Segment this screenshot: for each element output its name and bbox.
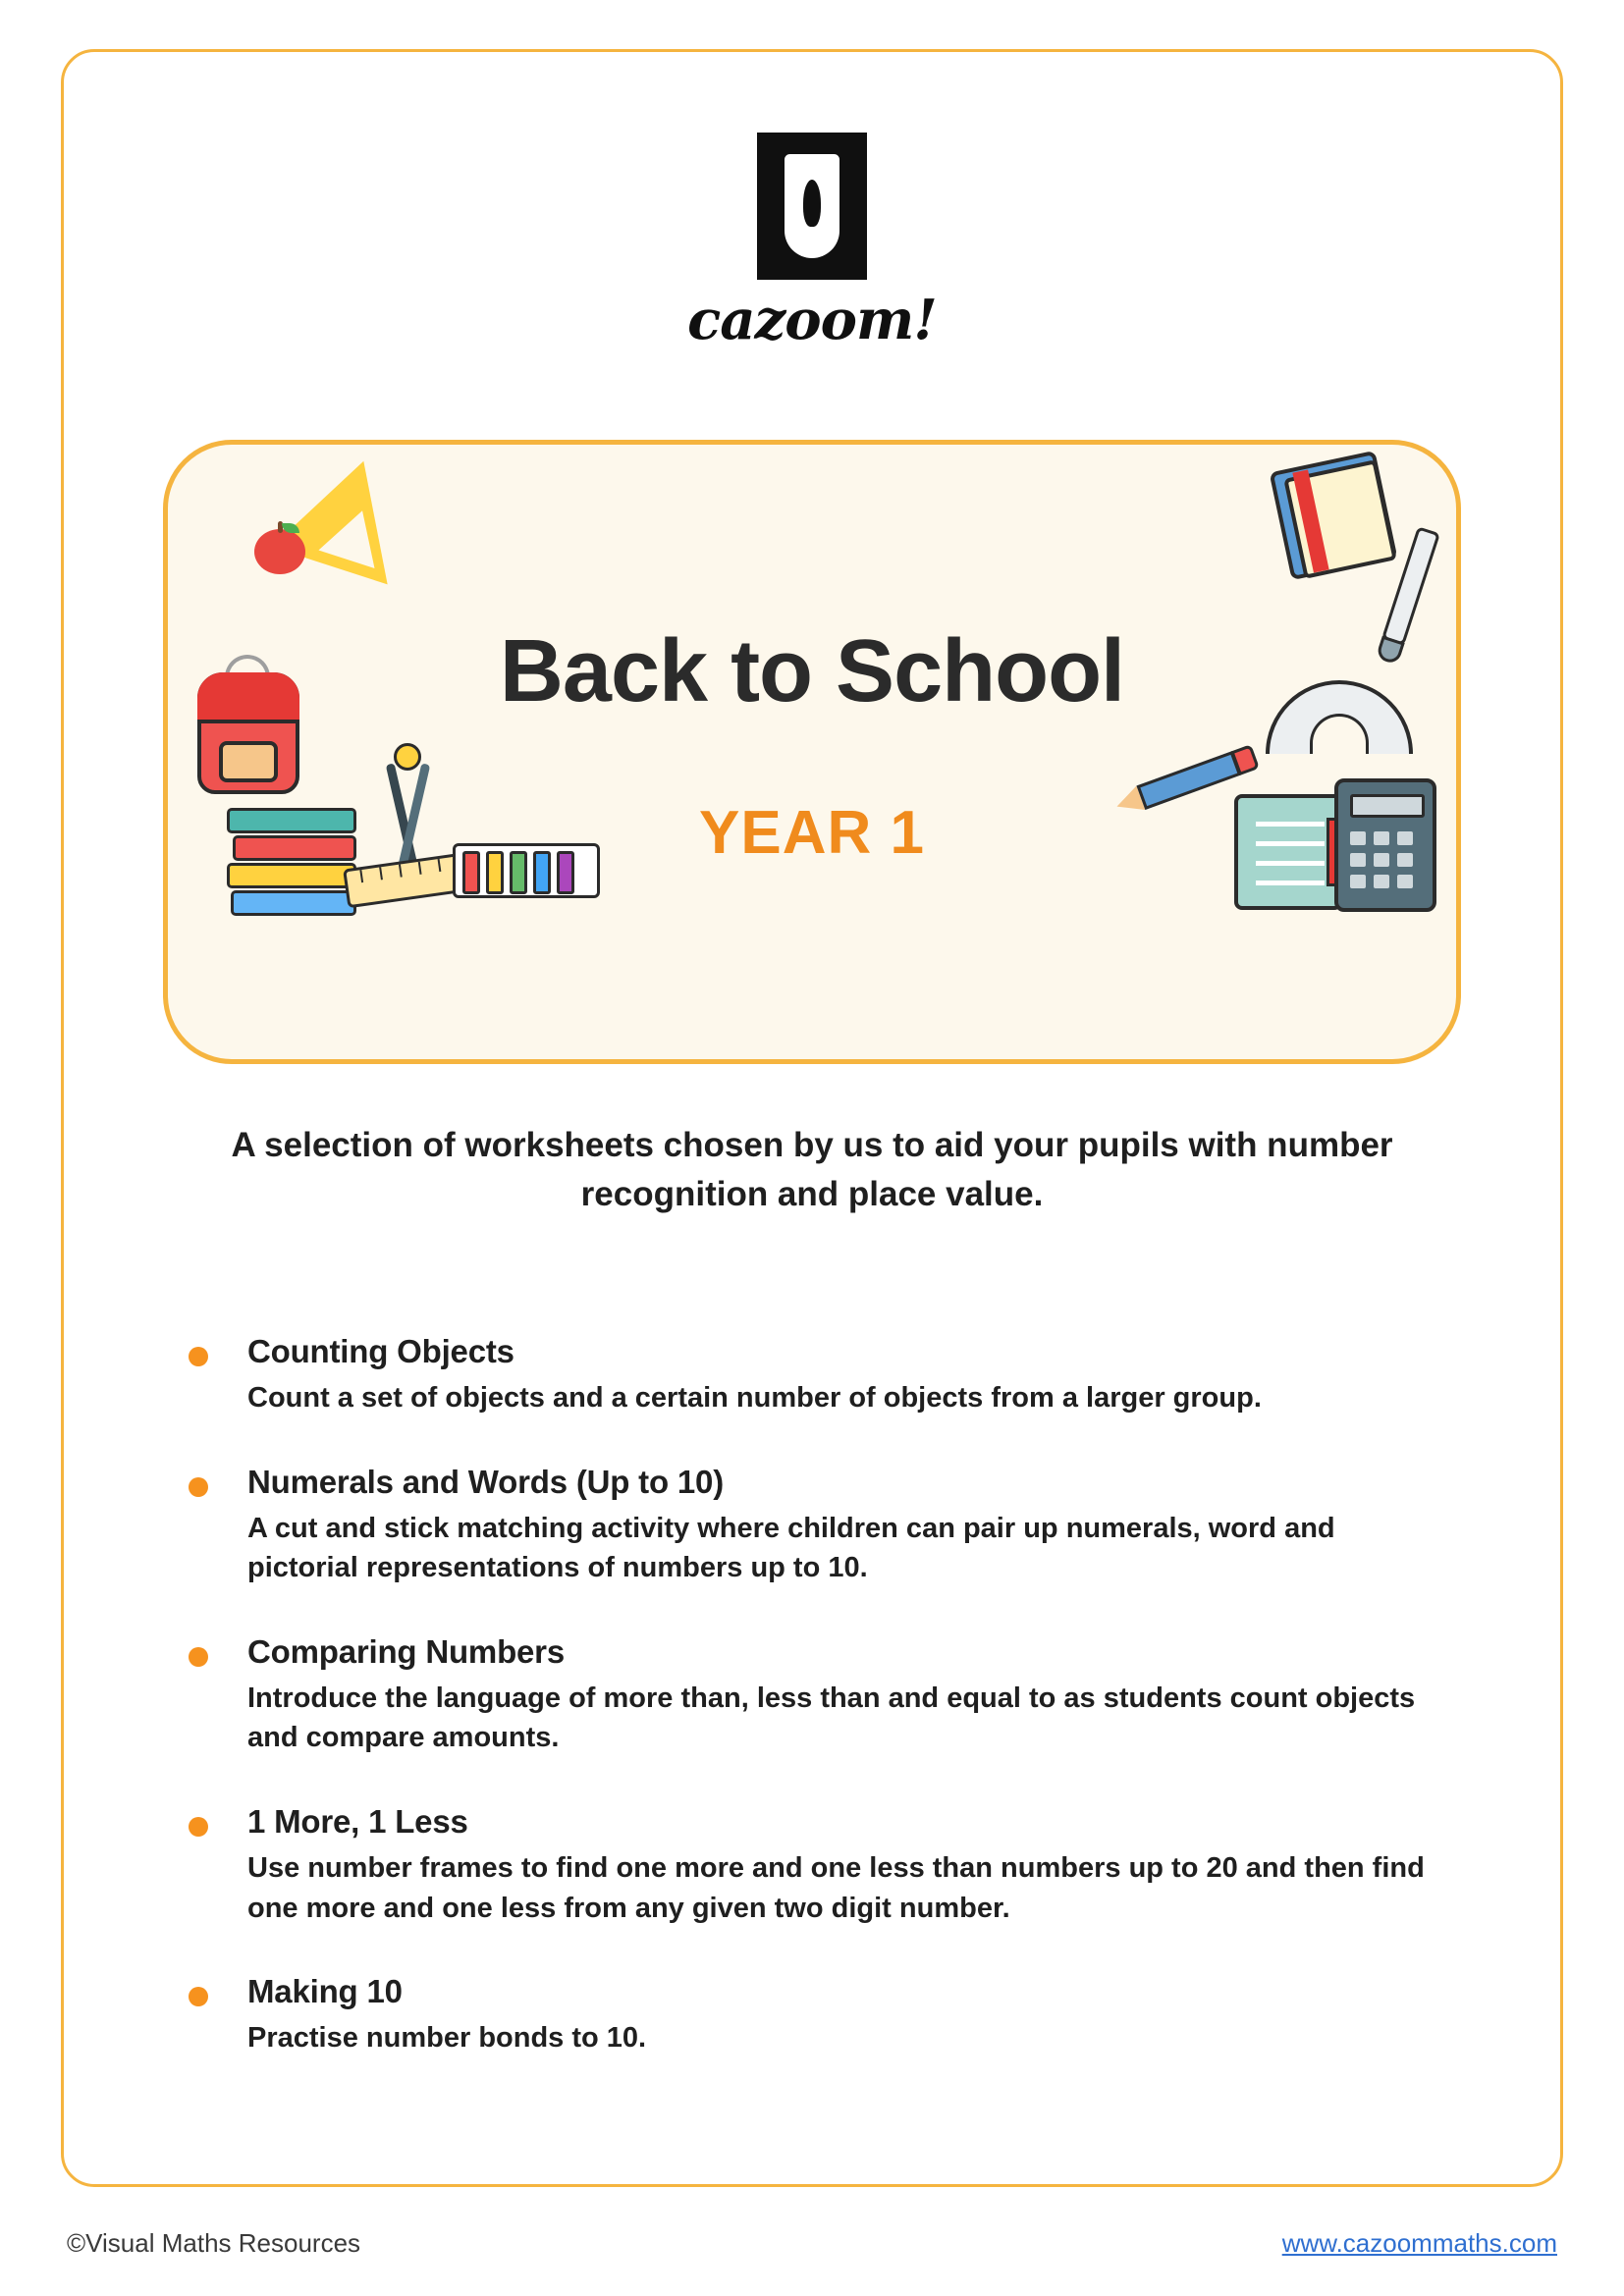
topic-description: Practise number bonds to 10. [247, 2022, 647, 2055]
topic-title: Comparing Numbers [247, 1632, 565, 1670]
bullet-icon [189, 1477, 208, 1497]
list-item [183, 1333, 1430, 1418]
list-item [183, 1973, 1430, 2058]
bullet-icon [189, 1817, 208, 1837]
list-item [183, 1803, 1430, 1928]
page-subtitle: YEAR 1 [699, 799, 925, 867]
intro-paragraph: A selection of worksheets chosen by us to aid your pupils with number recognition and place value. [231, 1126, 1393, 1213]
notebook-icon [1279, 460, 1397, 578]
title-card [163, 440, 1461, 1064]
topic-title: Numerals and Words (Up to 10) [247, 1463, 724, 1500]
footer-copyright: ©Visual Maths Resources [67, 2228, 361, 2258]
topic-description: Use number frames to find one more and one less than numbers up to 20 and then find one more and one less from any given two digit number. [247, 1851, 1425, 1924]
footer-website-link[interactable]: www.cazoommaths.com [1281, 2228, 1557, 2258]
bullet-icon [189, 1987, 208, 2006]
bullet-icon [189, 1347, 208, 1366]
cazoom-cup-logo-icon [757, 133, 867, 280]
topic-description: A cut and stick matching activity where children can pair up numerals, word and pictorial representations of numbers up to 10. [247, 1512, 1335, 1584]
topic-title: 1 More, 1 Less [247, 1802, 468, 1840]
list-item [183, 1464, 1430, 1588]
brand-logo [0, 133, 1624, 352]
bullet-icon [189, 1647, 208, 1667]
list-item [183, 1633, 1430, 1758]
apple-icon [254, 521, 305, 574]
brand-logo-text: cazoom! [687, 288, 937, 352]
topic-list [183, 1333, 1430, 2104]
topic-title: Making 10 [247, 1973, 403, 2010]
topic-description: Introduce the language of more than, less than and equal to as students count objects and compare amounts. [247, 1682, 1416, 1754]
topic-title: Counting Objects [247, 1333, 514, 1369]
topic-description: Count a set of objects and a certain number of objects from a larger group. [247, 1382, 1262, 1414]
page-title: Back to School [499, 622, 1125, 721]
